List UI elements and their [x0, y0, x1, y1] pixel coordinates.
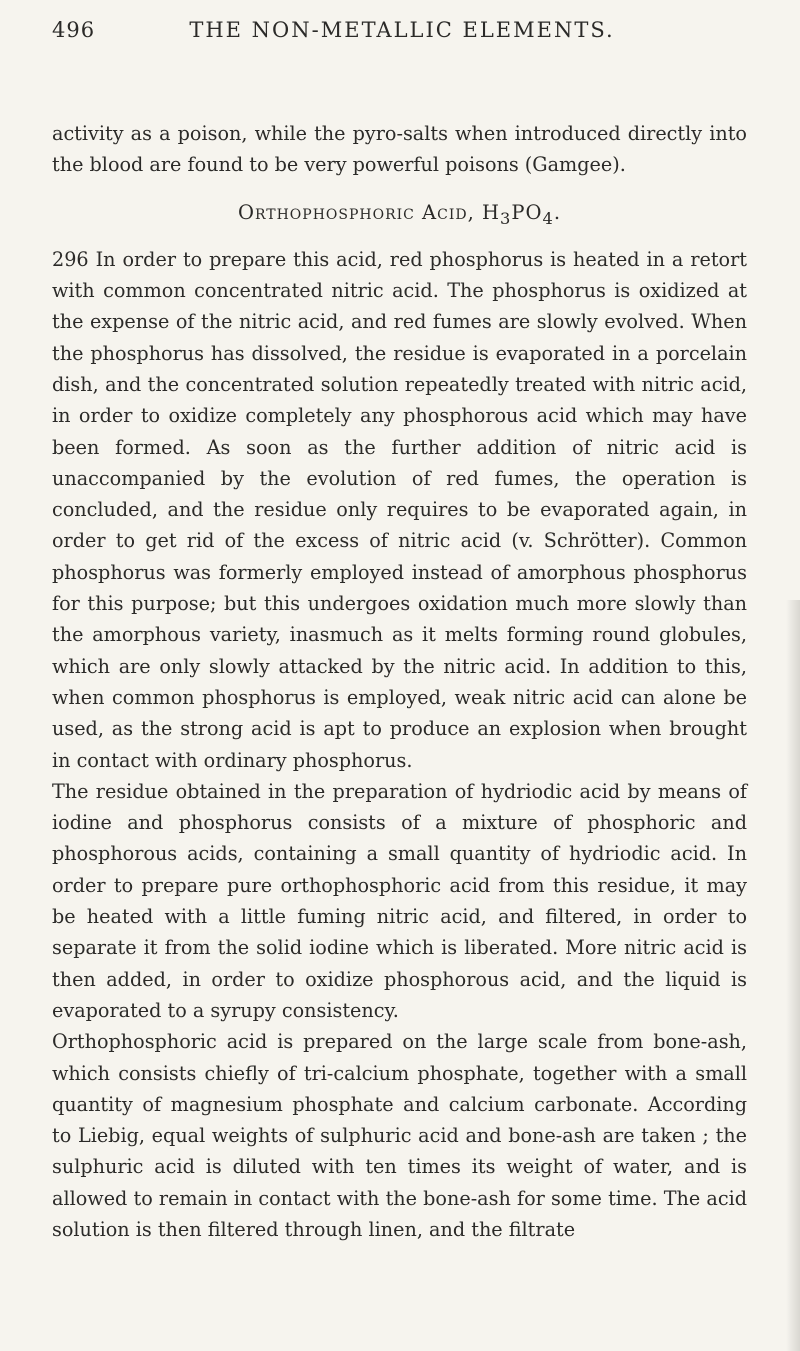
- intro-paragraph: activity as a poison, while the pyro-salts when introduced directly into the blood are found to be very powerful poisons (Gamgee).: [52, 122, 747, 177]
- page-number: 496: [52, 18, 96, 42]
- formula-po: PO: [511, 200, 543, 224]
- paragraph-3: Orthophosphoric acid is prepared on the large scale from bone-ash, which consists chiefly of tri-calcium phosphate, together with a small quantity of magnesium phosphate and calcium carbonate. According to Liebig, equal weights of sulphuric acid and bone-ash are taken ; the sulphuric acid is diluted with ten times its weight of water, and is allowed to remain in contact with the bone-ash for some time. The acid solution is then filtered through linen, and the filtrate: [52, 1030, 747, 1241]
- paragraph-2: The residue obtained in the preparation of hydriodic acid by means of iodine and phosphorus consists of a mixture of phosphoric and phosphorous acids, containing a small quantity of hydriodic acid. In order to prepare pure orthophosphoric acid from this residue, it may be heated with a little fuming nitric acid, and filtered, in order to separate it from the solid iodine which is liberated. More nitric acid is then added, in order to oxidize phosphorous acid, and the liquid is evaporated to a syrupy consistency.: [52, 779, 747, 1022]
- page-edge-shadow: [786, 600, 800, 1351]
- paragraph-296: [52, 244, 747, 776]
- running-head: [52, 18, 752, 54]
- paragraph-1-text: In order to prepare this acid, red phosphorus is heated in a retort with common concentrated nitric acid. The phosphorus is oxidized at the expense of the nitric acid, and red fumes are slowly evolved. When the phosphorus has dissolved, the residue is evaporated in a porcelain dish, and the concentrated solution repeatedly treated with nitric acid, in order to oxidize completely any phosphorous acid which may have been formed. As soon as the further addition of nitric acid is unaccompanied by the evolution of red fumes, the operation is concluded, and the residue only requires to be evaporated again, in order to get rid of the excess of nitric acid (v. Schrötter). Common phosphorus was formerly employed instead of amorphous phosphorus for this purpose; but this undergoes oxidation much more slowly than the amorphous variety, inasmuch as it melts forming round globules, which are only slowly attacked by the nitric acid. In addition to this, when common phosphorus is employed, weak nitric acid can alone be used, as the strong acid is apt to produce an explosion when brought in contact with ordinary phosphorus.: [52, 247, 747, 772]
- section-heading-text: Orthophosphoric Acid,: [237, 200, 483, 224]
- formula-po-subscript: 4: [542, 208, 554, 228]
- running-title: THE NON-METALLIC ELEMENTS.: [189, 18, 615, 42]
- formula-end: .: [553, 200, 562, 224]
- body-text: [52, 118, 747, 1245]
- paragraph-number: 296: [52, 247, 89, 271]
- formula-h: H: [482, 200, 501, 224]
- section-heading: [52, 197, 747, 234]
- formula-h-subscript: 3: [500, 208, 512, 228]
